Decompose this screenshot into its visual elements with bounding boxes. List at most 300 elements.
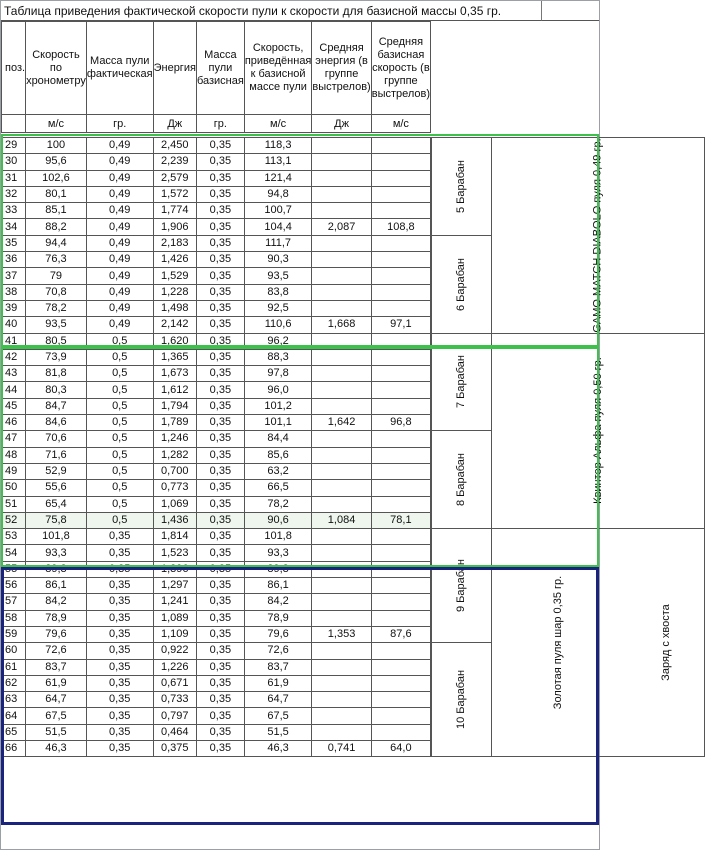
table-cell: 30 xyxy=(2,154,26,170)
table-cell xyxy=(312,561,371,577)
table-cell: 51,5 xyxy=(26,724,87,740)
table-cell: 0,35 xyxy=(196,398,244,414)
table-cell: 38 xyxy=(2,284,26,300)
table-cell: 52 xyxy=(2,512,26,528)
table-cell: 0,35 xyxy=(196,529,244,545)
table-cell: 93,3 xyxy=(244,545,312,561)
table-cell: 0,464 xyxy=(153,724,196,740)
table-cell xyxy=(312,692,371,708)
table-cell: 0,35 xyxy=(196,415,244,431)
table-cell xyxy=(371,300,430,316)
table-cell: 0,5 xyxy=(86,431,153,447)
table-cell: 94,4 xyxy=(26,235,87,251)
table-cell: 0,35 xyxy=(196,300,244,316)
table-cell xyxy=(312,186,371,202)
table-cell xyxy=(371,529,430,545)
table-cell xyxy=(312,203,371,219)
table-cell xyxy=(371,659,430,675)
table-cell: 0,35 xyxy=(86,724,153,740)
table-cell xyxy=(371,154,430,170)
table-cell: 0,35 xyxy=(196,512,244,528)
header-reduced-speed: Скорость, приведённая к базисной массе пули xyxy=(244,22,312,115)
table-cell: 0,35 xyxy=(196,740,244,756)
unit-blank xyxy=(431,115,705,133)
table-cell: 0,35 xyxy=(86,610,153,626)
velocity-table xyxy=(1,21,705,757)
table-cell: 53 xyxy=(2,529,26,545)
units-row xyxy=(2,115,705,133)
table-title: Таблица приведения фактической скорости пули к скорости для базисной массы 0,35 гр. xyxy=(1,1,541,21)
table-row xyxy=(2,138,705,154)
table-cell: 66,5 xyxy=(244,480,312,496)
table-cell xyxy=(312,724,371,740)
table-cell: 0,35 xyxy=(86,594,153,610)
table-cell xyxy=(371,578,430,594)
table-cell: 0,35 xyxy=(86,692,153,708)
table-cell xyxy=(312,431,371,447)
table-cell: 118,3 xyxy=(244,138,312,154)
table-cell: 0,35 xyxy=(196,333,244,349)
table-cell: 0,49 xyxy=(86,317,153,333)
table-cell: 2,142 xyxy=(153,317,196,333)
table-cell: 101,2 xyxy=(244,398,312,414)
table-cell: 0,35 xyxy=(196,480,244,496)
table-cell xyxy=(312,463,371,479)
table-cell: 113,1 xyxy=(244,154,312,170)
table-cell: 86,1 xyxy=(244,578,312,594)
table-cell: 66 xyxy=(2,740,26,756)
table-cell: 36 xyxy=(2,252,26,268)
unit-cell: Дж xyxy=(312,115,371,133)
table-cell: 0,35 xyxy=(196,431,244,447)
table-cell: 1,084 xyxy=(312,512,371,528)
table-cell xyxy=(312,366,371,382)
table-cell: 64 xyxy=(2,708,26,724)
table-cell: 1,297 xyxy=(153,578,196,594)
table-cell: 0,773 xyxy=(153,480,196,496)
table-cell: 88,3 xyxy=(244,349,312,365)
table-cell: 80,3 xyxy=(26,382,87,398)
table-cell xyxy=(371,170,430,186)
table-cell: 0,35 xyxy=(196,186,244,202)
table-cell: 0,49 xyxy=(86,268,153,284)
table-cell: 31 xyxy=(2,170,26,186)
table-body xyxy=(2,138,705,757)
table-cell: 41 xyxy=(2,333,26,349)
table-cell: 37 xyxy=(2,268,26,284)
table-cell: 1,523 xyxy=(153,545,196,561)
table-cell: 64,7 xyxy=(26,692,87,708)
table-cell: 121,4 xyxy=(244,170,312,186)
table-cell: 33 xyxy=(2,203,26,219)
table-cell: 55 xyxy=(2,561,26,577)
table-cell: 1,794 xyxy=(153,398,196,414)
table-cell: 0,35 xyxy=(196,594,244,610)
table-cell: 1,396 xyxy=(153,561,196,577)
bullet-label: Квинтор Альфа пуля 0,50 гр. xyxy=(591,357,604,505)
table-cell xyxy=(312,268,371,284)
table-cell: 29 xyxy=(2,138,26,154)
table-cell xyxy=(312,447,371,463)
table-cell: 104,4 xyxy=(244,219,312,235)
table-cell: 86,1 xyxy=(26,578,87,594)
table-cell: 1,226 xyxy=(153,659,196,675)
table-cell: 32 xyxy=(2,186,26,202)
table-cell: 1,668 xyxy=(312,317,371,333)
table-cell xyxy=(371,203,430,219)
table-cell xyxy=(312,545,371,561)
table-cell: 80,1 xyxy=(26,186,87,202)
table-cell: 1,642 xyxy=(312,415,371,431)
table-cell: 0,5 xyxy=(86,512,153,528)
table-cell: 101,1 xyxy=(244,415,312,431)
table-cell: 102,6 xyxy=(26,170,87,186)
table-cell: 64,0 xyxy=(371,740,430,756)
table-cell xyxy=(371,447,430,463)
table-cell: 0,5 xyxy=(86,333,153,349)
table-cell: 0,35 xyxy=(86,643,153,659)
table-cell: 0,375 xyxy=(153,740,196,756)
header-avg-speed: Средняя базисная скорость (в группе выстрелов) xyxy=(371,22,430,115)
table-cell: 0,35 xyxy=(196,610,244,626)
unit-cell: гр. xyxy=(196,115,244,133)
table-cell: 1,436 xyxy=(153,512,196,528)
drum-label-cell xyxy=(432,529,492,643)
table-cell: 48 xyxy=(2,447,26,463)
table-cell: 1,069 xyxy=(153,496,196,512)
table-cell xyxy=(371,366,430,382)
table-cell: 110,6 xyxy=(244,317,312,333)
table-cell xyxy=(312,300,371,316)
table-cell: 1,572 xyxy=(153,186,196,202)
table-cell: 0,35 xyxy=(86,529,153,545)
table-cell: 0,35 xyxy=(196,692,244,708)
table-cell: 0,35 xyxy=(196,496,244,512)
table-cell: 0,35 xyxy=(196,154,244,170)
table-cell: 2,239 xyxy=(153,154,196,170)
table-cell xyxy=(371,268,430,284)
table-cell: 73,9 xyxy=(26,349,87,365)
table-cell: 93,3 xyxy=(26,545,87,561)
table-cell: 2,183 xyxy=(153,235,196,251)
table-cell xyxy=(312,643,371,659)
table-cell: 108,8 xyxy=(371,219,430,235)
table-cell: 2,450 xyxy=(153,138,196,154)
table-cell: 84,6 xyxy=(26,415,87,431)
table-cell: 47 xyxy=(2,431,26,447)
table-cell: 0,49 xyxy=(86,252,153,268)
table-cell: 93,5 xyxy=(244,268,312,284)
table-cell xyxy=(371,561,430,577)
table-cell xyxy=(312,284,371,300)
table-cell: 35 xyxy=(2,235,26,251)
table-cell xyxy=(371,724,430,740)
drum-label: 8 Барабан xyxy=(455,453,468,507)
table-cell: 0,35 xyxy=(196,724,244,740)
table-cell: 95,6 xyxy=(26,154,87,170)
table-cell xyxy=(312,708,371,724)
table-cell: 1,089 xyxy=(153,610,196,626)
drum-label-cell xyxy=(432,235,492,333)
table-cell: 54 xyxy=(2,545,26,561)
table-cell xyxy=(371,349,430,365)
table-cell: 63 xyxy=(2,692,26,708)
unit-cell: м/с xyxy=(244,115,312,133)
table-cell: 90,3 xyxy=(244,252,312,268)
table-cell: 0,922 xyxy=(153,643,196,659)
table-cell: 0,5 xyxy=(86,415,153,431)
table-cell: 101,8 xyxy=(26,529,87,545)
drum-label-cell xyxy=(432,333,492,431)
table-cell xyxy=(312,170,371,186)
table-cell: 46,3 xyxy=(244,740,312,756)
drum-label: 9 Барабан xyxy=(455,559,468,613)
table-cell: 0,35 xyxy=(86,561,153,577)
table-cell: 42 xyxy=(2,349,26,365)
table-cell: 70,6 xyxy=(26,431,87,447)
table-cell: 1,365 xyxy=(153,349,196,365)
table-cell xyxy=(371,186,430,202)
unit-cell: Дж xyxy=(153,115,196,133)
table-cell: 1,246 xyxy=(153,431,196,447)
table-cell xyxy=(312,480,371,496)
table-cell xyxy=(371,692,430,708)
table-cell: 0,35 xyxy=(196,382,244,398)
table-cell: 0,5 xyxy=(86,447,153,463)
table-cell: 85,6 xyxy=(244,447,312,463)
title-empty-cell xyxy=(541,1,599,21)
table-cell: 39 xyxy=(2,300,26,316)
table-cell: 1,814 xyxy=(153,529,196,545)
table-cell xyxy=(371,675,430,691)
table-cell xyxy=(371,382,430,398)
table-cell: 1,353 xyxy=(312,626,371,642)
table-cell: 88,2 xyxy=(26,219,87,235)
table-cell: 75,8 xyxy=(26,512,87,528)
table-cell: 0,35 xyxy=(196,170,244,186)
table-cell: 96,8 xyxy=(371,415,430,431)
table-cell: 100 xyxy=(26,138,87,154)
table-cell: 0,35 xyxy=(196,659,244,675)
table-cell xyxy=(371,398,430,414)
table-cell: 84,4 xyxy=(244,431,312,447)
table-cell: 80,5 xyxy=(26,333,87,349)
table-cell: 76,3 xyxy=(26,252,87,268)
table-cell: 78,1 xyxy=(371,512,430,528)
table-cell: 1,529 xyxy=(153,268,196,284)
header-avg-energy: Средняя энергия (в группе выстрелов) xyxy=(312,22,371,115)
table-cell: 1,774 xyxy=(153,203,196,219)
table-cell: 96,2 xyxy=(244,333,312,349)
table-cell: 0,35 xyxy=(86,578,153,594)
table-cell: 2,087 xyxy=(312,219,371,235)
table-cell: 0,5 xyxy=(86,480,153,496)
table-cell: 79 xyxy=(26,268,87,284)
table-cell: 64,7 xyxy=(244,692,312,708)
header-row xyxy=(2,22,705,115)
header-pos: поз. xyxy=(2,22,26,115)
table-cell: 0,35 xyxy=(196,235,244,251)
table-cell: 0,49 xyxy=(86,154,153,170)
table-cell: 70,8 xyxy=(26,284,87,300)
table-cell: 78,2 xyxy=(26,300,87,316)
table-cell: 78,9 xyxy=(244,610,312,626)
table-cell: 59 xyxy=(2,626,26,642)
table-cell: 84,2 xyxy=(26,594,87,610)
table-cell: 0,35 xyxy=(196,708,244,724)
table-cell: 34 xyxy=(2,219,26,235)
table-cell xyxy=(312,529,371,545)
table-cell: 0,35 xyxy=(196,578,244,594)
table-cell: 1,789 xyxy=(153,415,196,431)
table-cell: 0,35 xyxy=(196,203,244,219)
table-cell: 101,8 xyxy=(244,529,312,545)
table-cell: 63,2 xyxy=(244,463,312,479)
table-cell xyxy=(371,480,430,496)
table-cell: 0,35 xyxy=(196,138,244,154)
table-cell: 111,7 xyxy=(244,235,312,251)
table-cell: 83,7 xyxy=(26,659,87,675)
table-cell xyxy=(312,349,371,365)
table-cell xyxy=(371,496,430,512)
table-cell: 65,4 xyxy=(26,496,87,512)
table-cell: 1,673 xyxy=(153,366,196,382)
table-cell xyxy=(371,708,430,724)
table-cell: 71,6 xyxy=(26,447,87,463)
table-cell xyxy=(371,284,430,300)
table-cell: 0,733 xyxy=(153,692,196,708)
table-cell: 45 xyxy=(2,398,26,414)
table-cell: 0,49 xyxy=(86,235,153,251)
table-cell: 1,620 xyxy=(153,333,196,349)
table-cell: 83,8 xyxy=(244,284,312,300)
table-cell: 89,3 xyxy=(26,561,87,577)
header-blank xyxy=(431,22,705,115)
table-cell: 94,8 xyxy=(244,186,312,202)
table-row xyxy=(2,333,705,349)
table-cell: 56 xyxy=(2,578,26,594)
table-cell: 62 xyxy=(2,675,26,691)
table-cell: 1,282 xyxy=(153,447,196,463)
table-cell: 81,8 xyxy=(26,366,87,382)
table-cell xyxy=(371,643,430,659)
header-speed: Скорость по хронометру xyxy=(26,22,87,115)
table-cell xyxy=(312,398,371,414)
table-cell: 0,5 xyxy=(86,366,153,382)
table-cell: 0,741 xyxy=(312,740,371,756)
header-energy: Энергия xyxy=(153,22,196,115)
charge-label: Заряд с хвоста xyxy=(659,604,672,682)
table-row xyxy=(2,529,705,545)
table-cell xyxy=(371,594,430,610)
table-cell: 0,35 xyxy=(86,740,153,756)
bullet-label-cell xyxy=(492,529,705,757)
table-cell: 0,49 xyxy=(86,300,153,316)
table-cell: 0,5 xyxy=(86,496,153,512)
table-cell: 85,1 xyxy=(26,203,87,219)
bullet-label: GAMO MATCH DIABOLO пуля 0,49 гр. xyxy=(591,138,604,333)
table-cell: 51 xyxy=(2,496,26,512)
table-cell: 50 xyxy=(2,480,26,496)
table-cell: 67,5 xyxy=(244,708,312,724)
table-cell: 0,35 xyxy=(86,545,153,561)
table-cell: 0,49 xyxy=(86,186,153,202)
table-cell: 97,8 xyxy=(244,366,312,382)
table-cell: 0,35 xyxy=(196,626,244,642)
table-cell: 0,35 xyxy=(196,252,244,268)
table-cell: 61 xyxy=(2,659,26,675)
table-cell xyxy=(371,252,430,268)
table-cell xyxy=(371,138,430,154)
table-cell: 1,498 xyxy=(153,300,196,316)
table-cell: 0,35 xyxy=(196,643,244,659)
table-cell: 60 xyxy=(2,643,26,659)
table-cell xyxy=(371,235,430,251)
table-cell: 40 xyxy=(2,317,26,333)
table-cell: 1,906 xyxy=(153,219,196,235)
table-cell xyxy=(312,154,371,170)
table-cell: 1,241 xyxy=(153,594,196,610)
table-cell: 0,49 xyxy=(86,284,153,300)
table-cell xyxy=(371,431,430,447)
table-cell: 0,797 xyxy=(153,708,196,724)
table-cell: 0,35 xyxy=(196,675,244,691)
unit-cell xyxy=(2,115,26,133)
drum-label: 10 Барабан xyxy=(455,670,468,730)
table-cell: 0,35 xyxy=(86,626,153,642)
table-cell xyxy=(312,235,371,251)
table-cell: 58 xyxy=(2,610,26,626)
table-cell: 0,49 xyxy=(86,219,153,235)
header-mass: Масса пули фактическая xyxy=(86,22,153,115)
table-cell: 84,2 xyxy=(244,594,312,610)
table-cell: 2,579 xyxy=(153,170,196,186)
table-cell: 67,5 xyxy=(26,708,87,724)
table-cell: 0,35 xyxy=(86,708,153,724)
table-cell: 0,35 xyxy=(196,545,244,561)
table-cell: 97,1 xyxy=(371,317,430,333)
table-cell: 96,0 xyxy=(244,382,312,398)
table-cell: 0,35 xyxy=(196,447,244,463)
unit-cell: м/с xyxy=(26,115,87,133)
table-cell xyxy=(312,659,371,675)
table-cell: 92,5 xyxy=(244,300,312,316)
table-cell: 0,49 xyxy=(86,138,153,154)
table-cell xyxy=(312,675,371,691)
table-cell: 1,109 xyxy=(153,626,196,642)
table-cell: 0,35 xyxy=(196,219,244,235)
drum-label-cell xyxy=(432,431,492,529)
table-cell: 1,612 xyxy=(153,382,196,398)
table-cell: 0,49 xyxy=(86,170,153,186)
table-cell: 100,7 xyxy=(244,203,312,219)
table-cell: 0,35 xyxy=(196,463,244,479)
bullet-label: Золотая пуля шар 0,35 гр. xyxy=(552,576,565,710)
table-cell xyxy=(371,545,430,561)
table-cell: 55,6 xyxy=(26,480,87,496)
table-cell xyxy=(312,252,371,268)
table-cell: 61,9 xyxy=(26,675,87,691)
table-cell: 0,5 xyxy=(86,382,153,398)
table-cell xyxy=(312,382,371,398)
table-cell: 44 xyxy=(2,382,26,398)
bullet-label-cell xyxy=(492,333,705,529)
table-cell: 72,6 xyxy=(26,643,87,659)
table-cell: 0,5 xyxy=(86,463,153,479)
unit-cell: гр. xyxy=(86,115,153,133)
table-cell: 0,35 xyxy=(196,268,244,284)
table-cell: 84,7 xyxy=(26,398,87,414)
